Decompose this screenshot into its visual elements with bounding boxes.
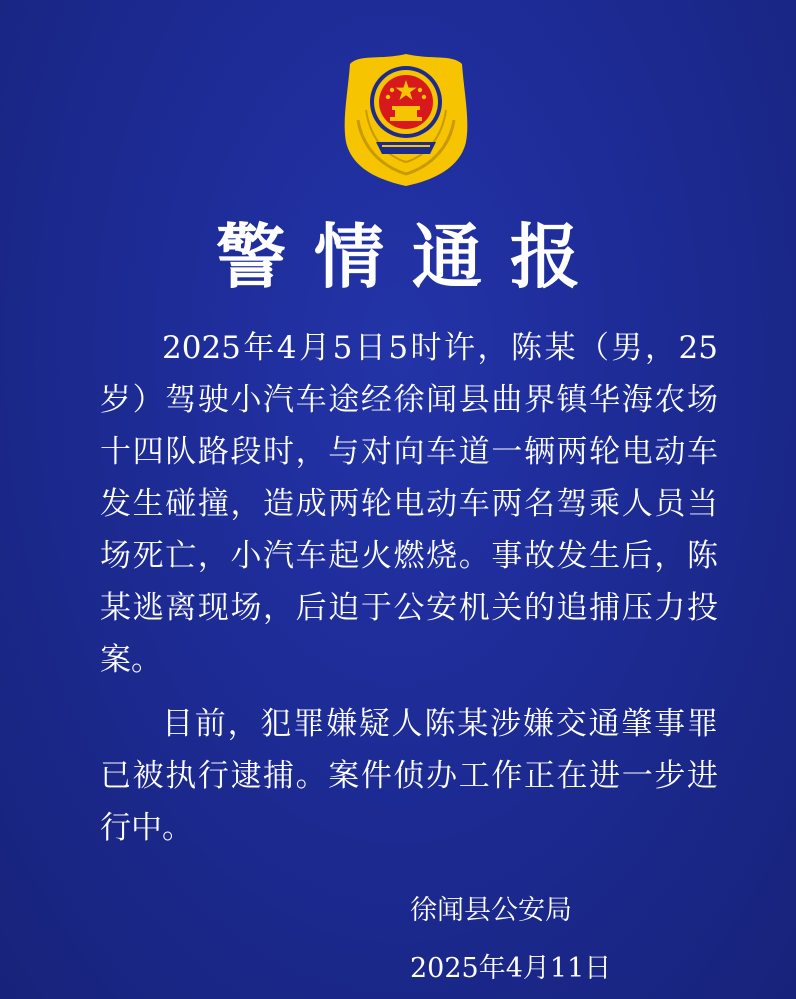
police-emblem-icon	[336, 50, 476, 190]
notice-paragraph-2: 目前，犯罪嫌疑人陈某涉嫌交通肇事罪已被执行逮捕。案件侦办工作正在进一步进行中。	[100, 706, 718, 846]
notice-body	[100, 322, 718, 854]
notice-paragraph-1: 2025年4月5日5时许，陈某（男，25岁）驾驶小汽车途经徐闻县曲界镇华海农场十四队路段时，与对向车道一辆两轮电动车发生碰撞，造成两轮电动车两名驾乘人员当场死亡，小汽车起火燃烧。事故发生后，陈某逃离现场，后迫于公安机关的追捕压力投案。	[100, 330, 718, 678]
notice-footer	[410, 882, 650, 998]
notice-title: 警情通报	[216, 216, 608, 298]
issuer-name: 徐闻县公安局	[410, 895, 572, 926]
issue-date: 2025年4月11日	[410, 953, 612, 984]
